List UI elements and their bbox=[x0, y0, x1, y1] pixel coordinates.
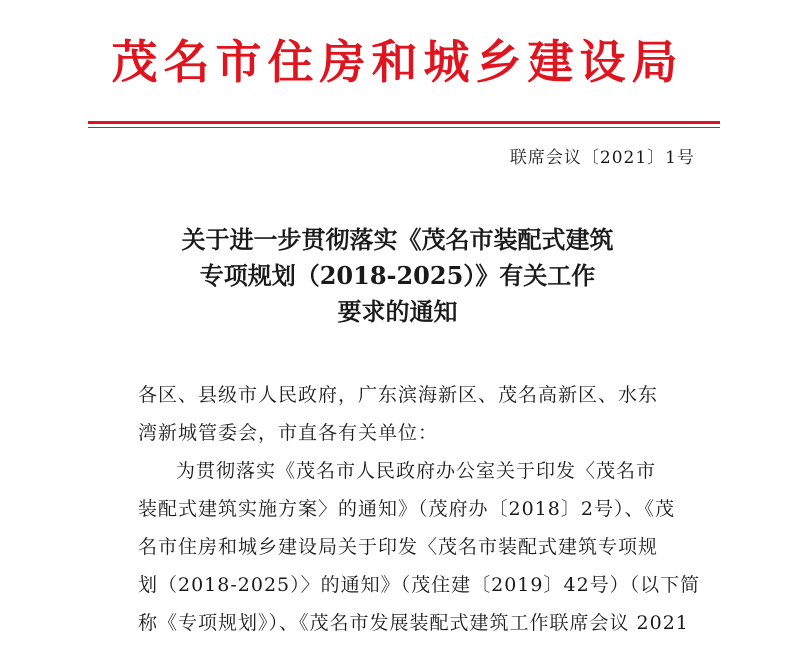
notice-title bbox=[0, 222, 795, 330]
agency-letterhead-title: 茂名市住房和城乡建设局 bbox=[111, 35, 684, 89]
addressee-line-2: 湾新城管委会，市直各有关单位： bbox=[138, 422, 439, 444]
document-number: 联席会议〔2021〕1号 bbox=[509, 148, 695, 168]
notice-title-line-1: 关于进一步贯彻落实《茂名市装配式建筑 bbox=[181, 225, 614, 254]
body-paragraph-line: 装配式建筑实施方案〉的通知》（茂府办〔2018〕2号）、《茂 bbox=[138, 498, 675, 520]
notice-title-line-2: 专项规划（2018-2025）》有关工作 bbox=[199, 261, 596, 290]
red-divider-thin bbox=[88, 127, 720, 128]
body-paragraph-line: 称《专项规划》）、《茂名市发展装配式建筑工作联席会议 2021 bbox=[138, 612, 689, 634]
body-paragraph-line: 为贯彻落实《茂名市人民政府办公室关于印发〈茂名市 bbox=[176, 460, 657, 482]
red-divider-thick bbox=[88, 121, 720, 124]
body-paragraph-line: 划（2018-2025）〉的通知》（茂住建〔2019〕42号）（以下简 bbox=[138, 574, 701, 596]
addressee-line-1: 各区、县级市人民政府，广东滨海新区、茂名高新区、水东 bbox=[138, 384, 659, 406]
body-paragraph-line: 名市住房和城乡建设局关于印发〈茂名市装配式建筑专项规 bbox=[138, 536, 659, 558]
notice-body bbox=[138, 376, 701, 642]
notice-title-line-3: 要求的通知 bbox=[337, 297, 458, 326]
